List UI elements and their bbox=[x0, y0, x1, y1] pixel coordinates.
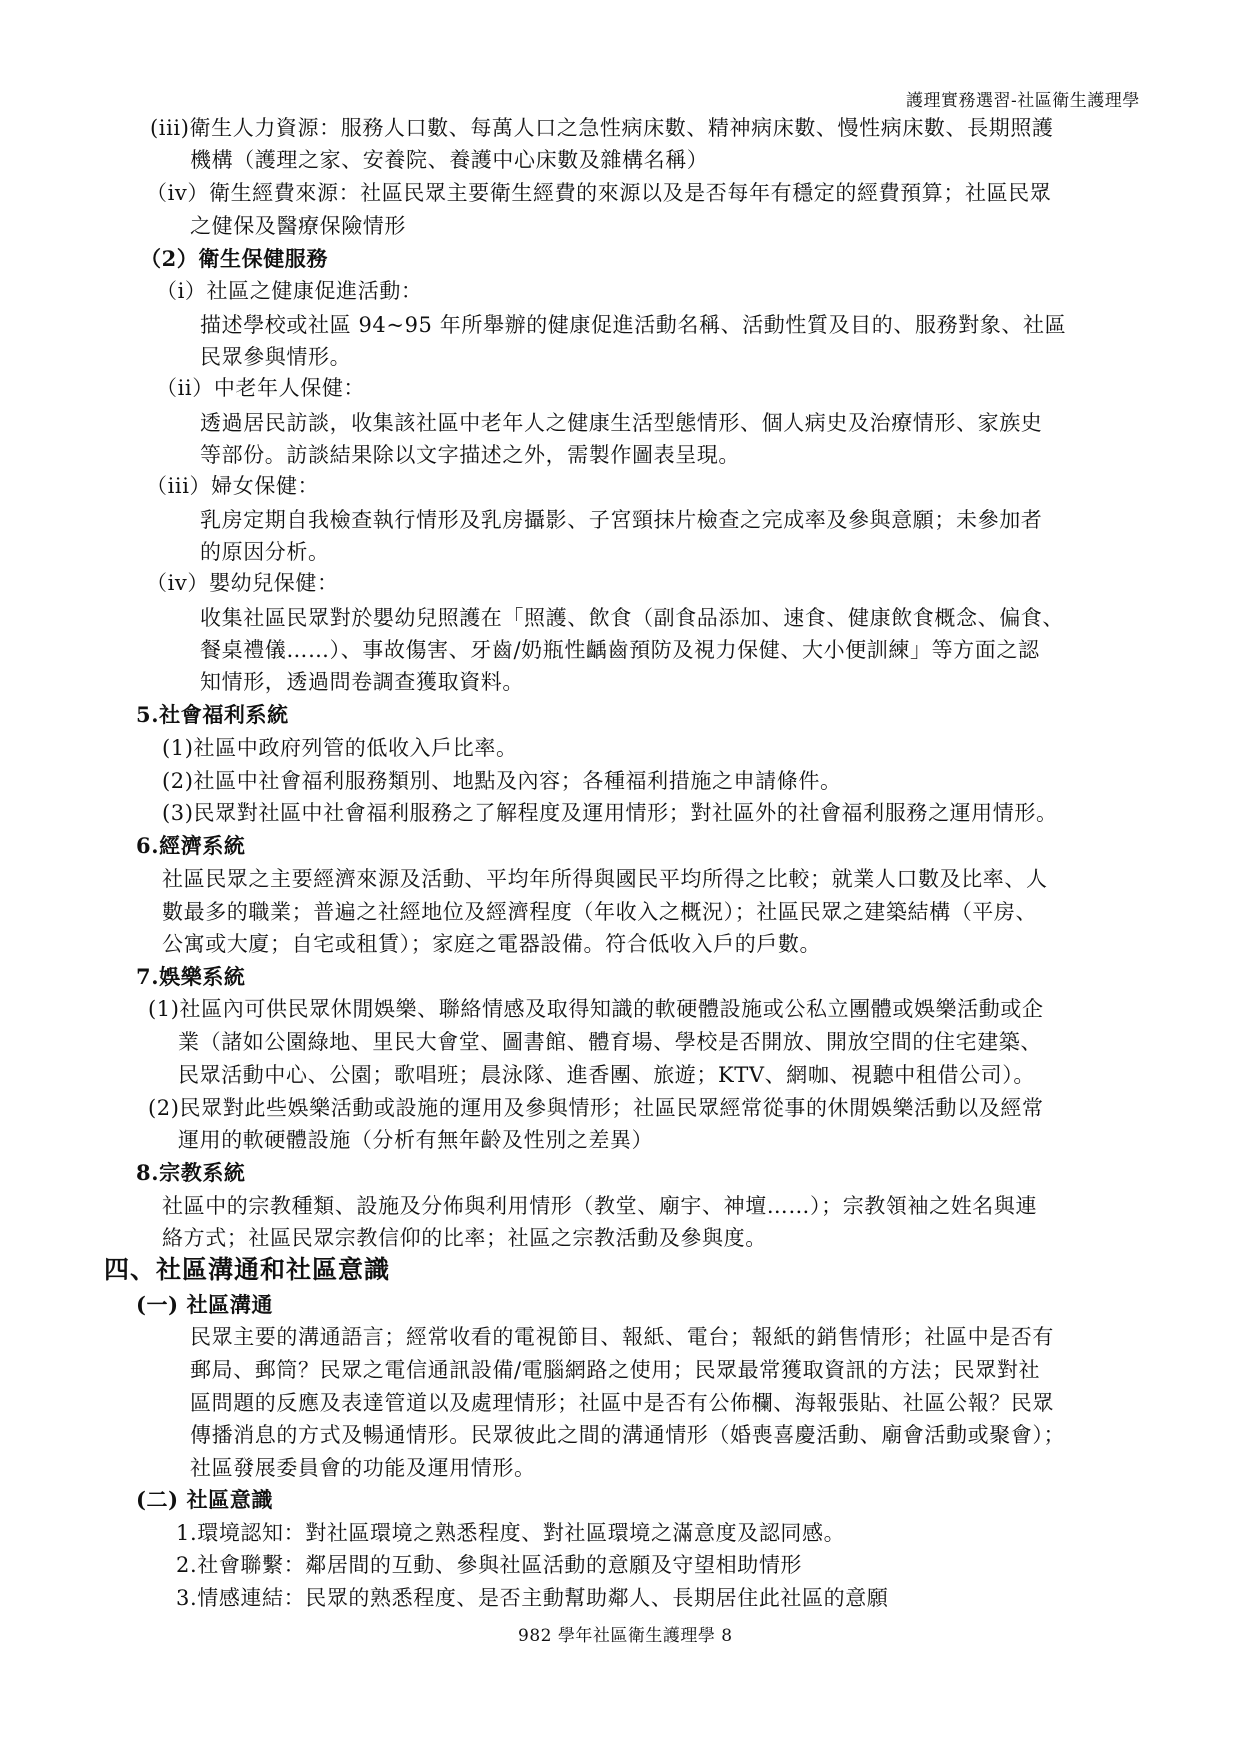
section-6-line-2: 數最多的職業；普遍之社經地位及經濟程度（年收入之概況）；社區民眾之建築結構（平房、 bbox=[162, 900, 1038, 924]
section-5-item-2: (2)社區中社會福利服務類別、地點及內容；各種福利措施之申請條件。 bbox=[162, 769, 842, 793]
iii-manpower-line-1: (iii)衛生人力資源：服務人口數、每萬人口之急性病床數、精神病床數、慢性病床數、長期照護 bbox=[150, 116, 1054, 140]
iv-funding-line-1: （iv）衛生經費來源：社區民眾主要衛生經費的來源以及是否每年有穩定的經費預算；社區民眾 bbox=[146, 181, 1052, 205]
page-footer: 982 學年社區衛生護理學 8 bbox=[518, 1626, 733, 1646]
section-7-title: 7.娛樂系統 bbox=[136, 964, 246, 989]
community-communication-line-2: 郵局、郵筒？民眾之電信通訊設備/電腦網路之使用；民眾最常獲取資訊的方法；民眾對社 bbox=[190, 1358, 1041, 1382]
section-health-services-title: （2）衛生保健服務 bbox=[140, 246, 329, 271]
section-7-line-2: 業（諸如公園綠地、里民大會堂、圖書館、體育場、學校是否開放、開放空間的住宅建築、 bbox=[178, 1030, 1042, 1054]
item-iv-title: （iv）嬰幼兒保健： bbox=[146, 571, 339, 595]
community-communication-line-4: 傳播消息的方式及暢通情形。民眾彼此之間的溝通情形（婚喪喜慶活動、廟會活動或聚會）； bbox=[190, 1423, 1066, 1447]
community-communication-line-5: 社區發展委員會的功能及運用情形。 bbox=[190, 1456, 536, 1480]
community-communication-line-3: 區問題的反應及表達管道以及處理情形；社區中是否有公佈欄、海報張貼、社區公報？民眾 bbox=[190, 1391, 1054, 1415]
item-i-line-2: 民眾參與情形。 bbox=[200, 345, 352, 369]
section-6-line-3: 公寓或大廈；自宅或租賃）；家庭之電器設備。符合低收入戶的戶數。 bbox=[162, 932, 822, 956]
section-7-line-3: 民眾活動中心、公園；歌唱班；晨泳隊、進香團、旅遊；KTV、網咖、視聽中租借公司）。 bbox=[178, 1063, 1035, 1087]
item-iii-line-2: 的原因分析。 bbox=[200, 540, 330, 564]
section-6-title: 6.經濟系統 bbox=[136, 833, 246, 858]
community-communication-line-1: 民眾主要的溝通語言；經常收看的電視節目、報紙、電台；報紙的銷售情形；社區中是否有 bbox=[190, 1325, 1054, 1349]
section-5-item-3: (3)民眾對社區中社會福利服務之了解程度及運用情形；對社區外的社會福利服務之運用情形。 bbox=[162, 801, 1058, 825]
chapter-4-title: 四、社區溝通和社區意識 bbox=[104, 1255, 391, 1284]
section-7-line-5: 運用的軟硬體設施（分析有無年齡及性別之差異） bbox=[178, 1128, 654, 1152]
item-iii-line-1: 乳房定期自我檢查執行情形及乳房攝影、子宮頸抹片檢查之完成率及參與意願；未參加者 bbox=[200, 508, 1043, 532]
iii-manpower-line-2: 機構（護理之家、安養院、養護中心床數及雜構名稱） bbox=[190, 148, 709, 172]
item-i-line-1: 描述學校或社區 94~95 年所舉辦的健康促進活動名稱、活動性質及目的、服務對象、社區 bbox=[200, 313, 1067, 337]
community-awareness-title: (二) 社區意識 bbox=[136, 1487, 273, 1512]
community-awareness-item-1: 1.環境認知：對社區環境之熟悉程度、對社區環境之滿意度及認同感。 bbox=[176, 1521, 846, 1545]
item-iv-line-2: 餐桌禮儀……）、事故傷害、牙齒/奶瓶性齲齒預防及視力保健、大小便訓練」等方面之認 bbox=[200, 638, 1040, 662]
item-iii-title: （iii）婦女保健： bbox=[146, 474, 320, 498]
section-6-line-1: 社區民眾之主要經濟來源及活動、平均年所得與國民平均所得之比較；就業人口數及比率、人 bbox=[162, 867, 1048, 891]
iv-funding-line-2: 之健保及醫療保險情形 bbox=[190, 214, 406, 238]
page-header: 護理實務選習-社區衛生護理學 bbox=[906, 91, 1140, 111]
section-7-line-4: (2)民眾對此些娛樂活動或設施的運用及參與情形；社區民眾經常從事的休閒娛樂活動以及經常 bbox=[148, 1096, 1044, 1120]
community-awareness-item-3: 3.情感連結：民眾的熟悉程度、是否主動幫助鄰人、長期居住此社區的意願 bbox=[176, 1586, 889, 1610]
section-5-item-1: (1)社區中政府列管的低收入戶比率。 bbox=[162, 736, 518, 760]
community-communication-title: (一) 社區溝通 bbox=[136, 1292, 273, 1317]
section-8-line-1: 社區中的宗教種類、設施及分佈與利用情形（教堂、廟宇、神壇……）；宗教領袖之姓名與連 bbox=[162, 1194, 1038, 1218]
section-5-title: 5.社會福利系統 bbox=[136, 702, 289, 727]
section-8-title: 8.宗教系統 bbox=[136, 1160, 246, 1185]
item-iv-line-3: 知情形，透過問卷調查獲取資料。 bbox=[200, 670, 524, 694]
item-ii-line-2: 等部份。訪談結果除以文字描述之外，需製作圖表呈現。 bbox=[200, 443, 740, 467]
item-iv-line-1: 收集社區民眾對於嬰幼兒照護在「照護、飲食（副食品添加、速食、健康飲食概念、偏食、 bbox=[200, 606, 1064, 630]
item-i-title: （i）社區之健康促進活動： bbox=[156, 279, 423, 303]
item-ii-title: （ii）中老年人保健： bbox=[156, 376, 366, 400]
community-awareness-item-2: 2.社會聯繫：鄰居間的互動、參與社區活動的意願及守望相助情形 bbox=[176, 1553, 803, 1577]
section-7-line-1: (1)社區內可供民眾休閒娛樂、聯絡情感及取得知識的軟硬體設施或公私立團體或娛樂活動或企 bbox=[148, 997, 1044, 1021]
section-8-line-2: 絡方式；社區民眾宗教信仰的比率；社區之宗教活動及參與度。 bbox=[162, 1226, 767, 1250]
item-ii-line-1: 透過居民訪談，收集該社區中老年人之健康生活型態情形、個人病史及治療情形、家族史 bbox=[200, 411, 1043, 435]
